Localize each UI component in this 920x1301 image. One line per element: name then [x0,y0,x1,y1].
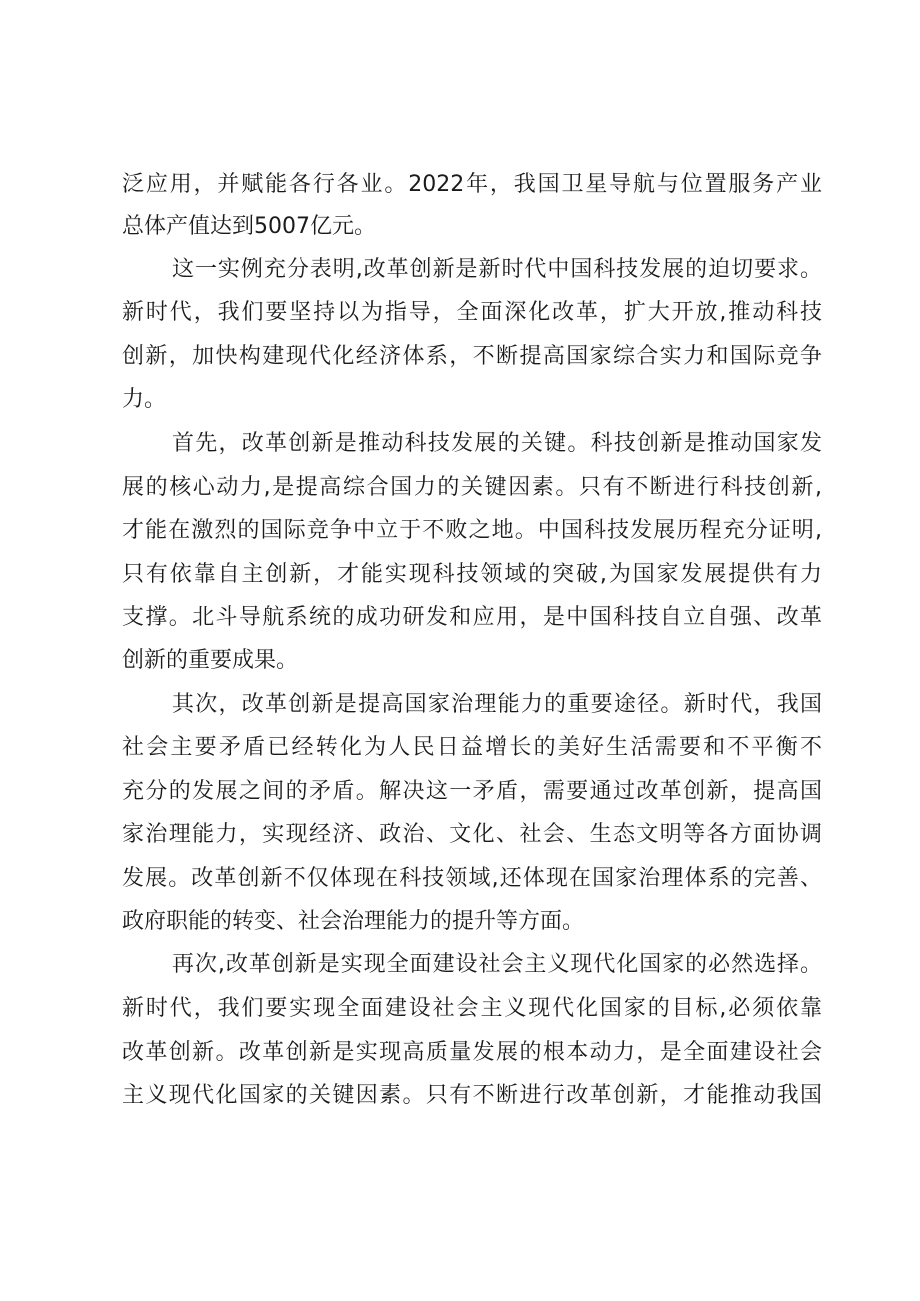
text-line: 充分的发展之间的矛盾。解决这一矛盾，需要通过改革创新，提高国 [122,779,822,804]
text-line: 才能在激烈的国际竞争中立于不败之地。中国科技发展历程充分证明, [122,518,822,543]
text-line: 社会主要矛盾已经转化为人民日益增长的美好生活需要和不平衡不 [122,735,822,760]
text-line: 改革创新。改革创新是实现高质量发展的根本动力，是全面建设社会 [122,1040,822,1065]
paragraph-start-line: 首先，改革创新是推动科技发展的关键。科技创新是推动国家发 [172,431,822,456]
text-line: 只有依靠自主创新，才能实现科技领域的突破,为国家发展提供有力 [122,562,822,587]
text-line: 新时代，我们要实现全面建设社会主义现代化国家的目标,必须依靠 [122,996,822,1021]
text-line: 总体产值达到5007亿元。 [122,214,376,239]
text-line: 发展。改革创新不仅体现在科技领域,还体现在国家治理体系的完善、 [122,866,822,891]
text-line: 泛应用，并赋能各行各业。2022年，我国卫星导航与位置服务产业 [122,172,822,197]
paragraph-start-line: 其次，改革创新是提高国家治理能力的重要途径。新时代，我国 [172,692,822,717]
text-line: 展的核心动力,是提高综合国力的关键因素。只有不断进行科技创新, [122,475,822,500]
text-line: 主义现代化国家的关键因素。只有不断进行改革创新，才能推动我国 [122,1083,822,1108]
text-line: 政府职能的转变、社会治理能力的提升等方面。 [122,909,585,934]
text-line: 支撑。北斗导航系统的成功研发和应用，是中国科技自立自强、改革 [122,605,822,630]
text-line: 创新，加快构建现代化经济体系，不断提高国家综合实力和国际竞争 [122,344,822,369]
text-line: 创新的重要成果。 [122,648,299,673]
text-line: 力。 [122,387,167,412]
text-line: 家治理能力，实现经济、政治、文化、社会、生态文明等各方面协调 [122,822,822,847]
paragraph-start-line: 这一实例充分表明,改革创新是新时代中国科技发展的迫切要求。 [172,257,822,282]
text-line: 新时代，我们要坚持以为指导，全面深化改革，扩大开放,推动科技 [122,300,822,325]
paragraph-start-line: 再次,改革创新是实现全面建设社会主义现代化国家的必然选择。 [172,952,822,977]
